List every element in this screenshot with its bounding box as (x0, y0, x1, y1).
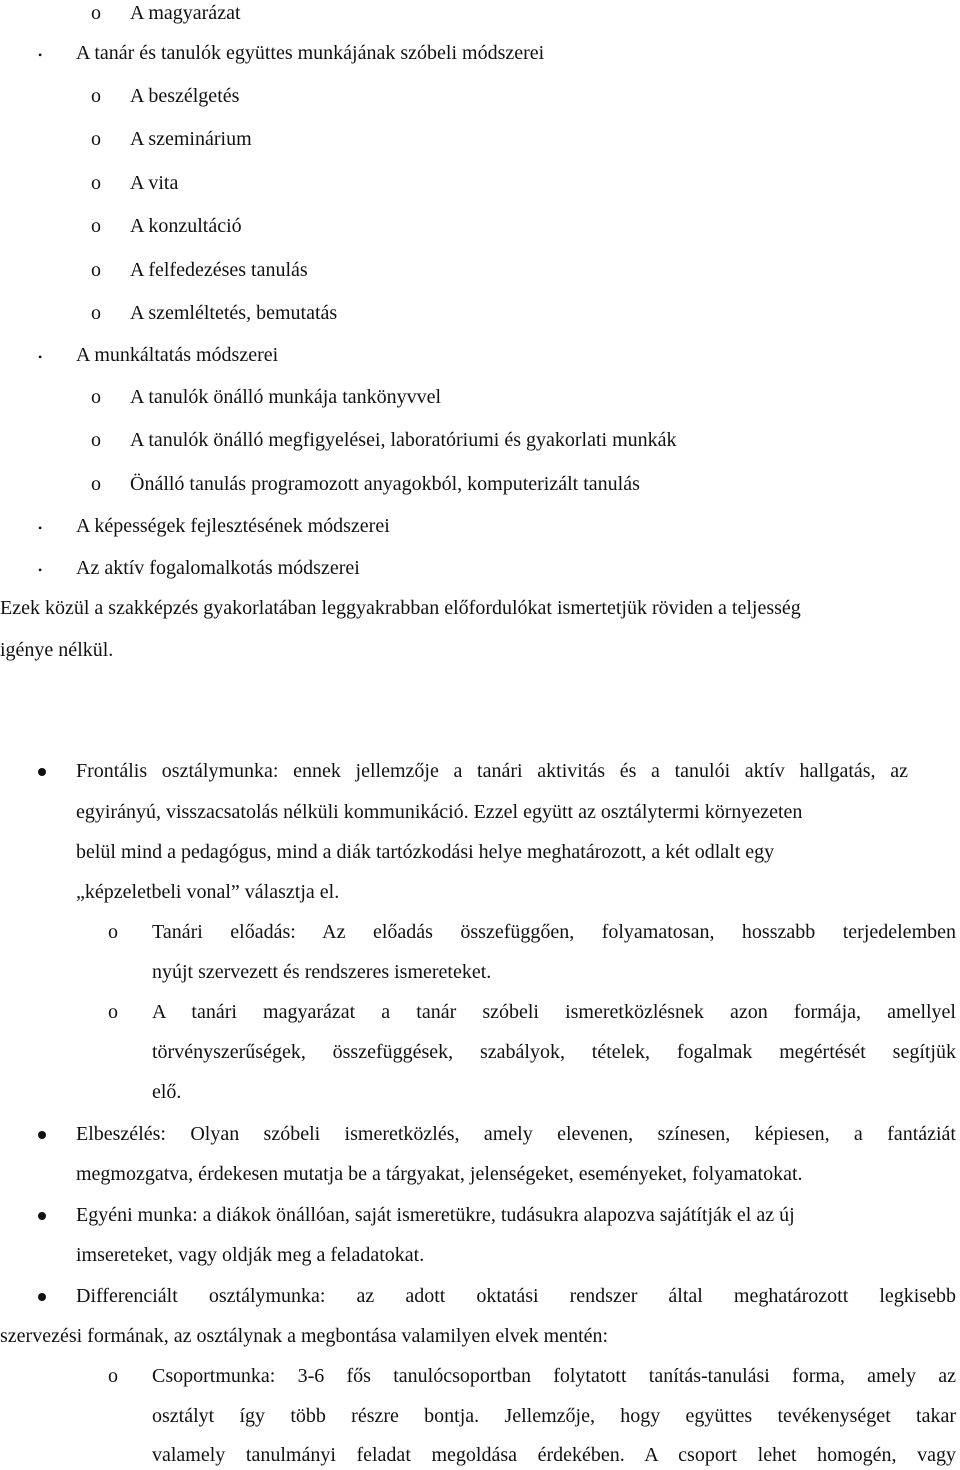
list-item: Az aktív fogalomalkotás módszerei (76, 557, 360, 579)
list-marker: o (91, 2, 101, 24)
list-item: A tanulók önálló megfigyelései, laboratóriumi és gyakorlati munkák (130, 429, 677, 451)
paragraph-line: imsereteket, vagy oldják meg a feladatokat. (76, 1244, 425, 1266)
list-bullet: • (38, 350, 43, 364)
list-item: A munkáltatás módszerei (76, 344, 279, 366)
list-marker: o (91, 259, 101, 281)
list-marker: o (108, 1365, 118, 1387)
list-bullet: • (38, 563, 43, 577)
list-item: A képességek fejlesztésének módszerei (76, 515, 390, 537)
list-marker: o (91, 429, 101, 451)
paragraph-line: Csoportmunka: 3-6 fős tanulócsoportban folytatott tanítás-tanulási forma, amely az (152, 1365, 956, 1387)
list-marker: o (91, 128, 101, 150)
paragraph-line: A tanári magyarázat a tanár szóbeli ismeretközlésnek azon formája, amellyel (152, 1001, 956, 1023)
paragraph-line: megmozgatva, érdekesen mutatja be a tárgyakat, jelenségeket, eseményeket, folyamatokat. (76, 1163, 803, 1185)
list-marker: o (108, 1001, 118, 1023)
list-marker: o (91, 302, 101, 324)
list-marker: o (108, 921, 118, 943)
paragraph-line: nyújt szervezett és rendszeres ismereteket. (152, 961, 492, 983)
bullet-dot (38, 1212, 46, 1220)
list-item: A tanulók önálló munkája tankönyvvel (130, 386, 442, 408)
paragraph-line: osztályt így több részre bontja. Jellemzője, hogy együttes tevékenységet takar (152, 1405, 956, 1427)
paragraph-line: Egyéni munka: a diákok önállóan, saját ismeretükre, tudásukra alapozva sajátítják el az új (76, 1204, 795, 1226)
bullet-dot (38, 1131, 46, 1139)
list-item: A szemléltetés, bemutatás (130, 302, 338, 324)
list-marker: o (91, 172, 101, 194)
paragraph-line: valamely tanulmányi feladat megoldása érdekében. A csoport lehet homogén, vagy (152, 1444, 956, 1466)
paragraph-line: belül mind a pedagógus, mind a diák tartózkodási helye meghatározott, a két odlalt egy (76, 841, 775, 863)
paragraph-line: Ezek közül a szakképzés gyakorlatában leggyakrabban előfordulókat ismertetjük röviden a teljesség (0, 597, 801, 619)
paragraph-line: Differenciált osztálymunka: az adott oktatási rendszer által meghatározott legkisebb (76, 1285, 956, 1307)
paragraph-line: szervezési formának, az osztálynak a megbontása valamilyen elvek mentén: (0, 1325, 609, 1347)
list-bullet: • (38, 521, 43, 535)
paragraph-line: Tanári előadás: Az előadás összefüggően, folyamatosan, hosszabb terjedelemben (152, 921, 956, 943)
list-item: A konzultáció (130, 215, 242, 237)
list-bullet: • (38, 48, 43, 62)
list-marker: o (91, 85, 101, 107)
list-item: A szeminárium (130, 128, 252, 150)
list-marker: o (91, 386, 101, 408)
bullet-dot (38, 768, 46, 776)
list-item: A felfedezéses tanulás (130, 259, 308, 281)
paragraph-line: Elbeszélés: Olyan szóbeli ismeretközlés, amely elevenen, színesen, képiesen, a fantáziát (76, 1123, 956, 1145)
list-marker: o (91, 215, 101, 237)
paragraph-line: egyirányú, visszacsatolás nélküli kommunikáció. Ezzel együtt az osztálytermi környezeten (76, 801, 803, 823)
list-marker: o (91, 473, 101, 495)
paragraph-line: Frontális osztálymunka: ennek jellemzője a tanári aktivitás és a tanulói aktív hallgatás, az (76, 760, 908, 782)
list-item: A beszélgetés (130, 85, 240, 107)
list-item: A magyarázat (130, 2, 241, 24)
paragraph-line: törvényszerűségek, összefüggések, szabályok, tételek, fogalmak megértését segítjük (152, 1041, 956, 1063)
bullet-dot (38, 1293, 46, 1301)
list-item: Önálló tanulás programozott anyagokból, komputerizált tanulás (130, 473, 640, 495)
list-item: A vita (130, 172, 179, 194)
paragraph-line: elő. (152, 1081, 182, 1103)
list-item: A tanár és tanulók együttes munkájának szóbeli módszerei (76, 42, 545, 64)
paragraph-line: igénye nélkül. (0, 639, 114, 661)
paragraph-line: „képzeletbeli vonal” választja el. (76, 881, 340, 903)
